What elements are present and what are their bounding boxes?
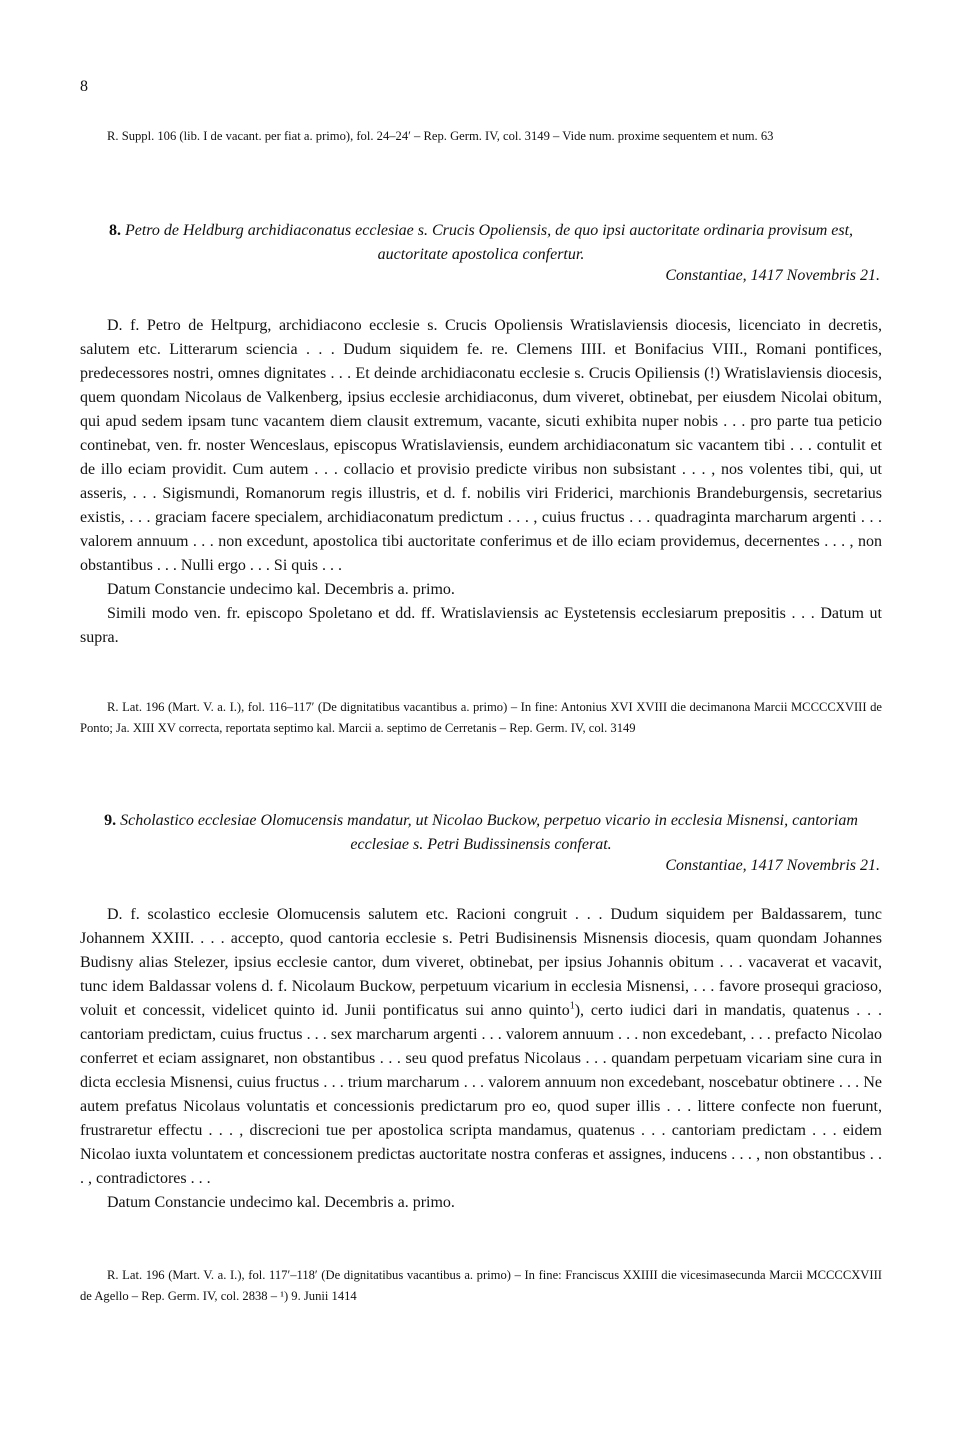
entry-9-source-note: R. Lat. 196 (Mart. V. a. I.), fol. 117′–118′ (De dignitatibus vacantibus a. primo) – In fine: Franciscus XXIIII die vicesimasecunda Marcii MCCCCXVIII de Agello – Rep. Germ. IV, col. 2838 – ¹) 9. Junii 1414 [80, 1268, 882, 1303]
entry-8-source-note: R. Lat. 196 (Mart. V. a. I.), fol. 116–117′ (De dignitatibus vacantibus a. primo) – In fine: Antonius XVI XVIII die decimanona Marcii MCCCCXVIII de Ponto; Ja. XIII XV correcta, reportata septimo kal. Marcii a. septimo de Cerretanis – Rep. Germ. IV, col. 3149 [80, 700, 882, 735]
entry-8-body [80, 314, 882, 650]
entry-8-title: Petro de Heldburg archidiaconatus ecclesiae s. Crucis Opoliensis, de quo ipsi auctoritate ordinaria provisum est, auctoritate apostolica confertur. [124, 222, 854, 263]
entry-8-datum: Datum Constancie undecimo kal. Decembris a. primo. [107, 581, 455, 598]
entry-9-date: Constantiae, 1417 Novembris 21. [665, 857, 880, 874]
entry-9-heading [80, 809, 882, 857]
entry-8-paragraph-1: D. f. Petro de Heltpurg, archidiacono ecclesie s. Crucis Opoliensis Wratislaviensis diocesis, licenciato in decretis, salutem etc. Litterarum sciencia . . . Dudum siquidem fe. re. Clemens IIII. et Bonifacius VIII., Romani pontifices, predecessores nostri, omnes dignitates . . . Et deinde archidiaconatu ecclesie s. Crucis Opiliensis (!) Wratislaviensis diocesis, quem quondam Nicolaus de Valkenberg, ipsius ecclesie archidiaconus, dum viveret, obtinebat, per eiusdem Nicolai obitum, qui apud sedem ipsam tunc vacantem diem clausit extremum, vacante, sicuti exhibita nuper nobis . . . pro parte tua peticio continebat, ven. fr. noster Wenceslaus, episcopus Wratislaviensis, eundem archidiaconatum sic vacantem tibi . . . contulit et de illo eciam providit. Cum autem . . . collacio et provisio predicte viribus non subsistant . . . , nos volentes tibi, qui, ut asseris, . . . Sigismundi, Romanorum regis illustris, et d. f. nobilis viri Friderici, marchionis Brandeburgensis, secretarius existis, . . . graciam facere specialem, archidiaconatum predictum . . . , cuius fructus . . . quadraginta marcharum argenti . . . valorem annuum . . . non excedunt, apostolica tibi auctoritate conferimus et de illo eciam providemus, decernentes . . . , non obstantibus . . . Nulli ergo . . . Si quis . . . [80, 317, 882, 574]
entry-9-text-a: D. f. scolastico ecclesie Olomucensis salutem etc. Racioni congruit . . . Dudum siquidem per Baldassarem, tunc Johannem XXIII. . . . accepto, quod cantoria ecclesie s. Petri Budisinensis Misnensis diocesis, quam quondam Johannes Budisny alias Stelezer, ipsius ecclesie cantor, dum viveret, obtinebat, per ipsius Johannis obitum . . . vacaverat et vacavit, tunc idem Baldassar volens d. f. Nicolaum Buckow, perpetuum vicarium in ecclesia Misnensi, . . . favore prosequi gracioso, voluit et concessit, videlicet quinto id. Junii pontificatus sui anno quinto [80, 906, 882, 1019]
page-number: 8 [80, 78, 88, 95]
entry-9-paragraph-1 [80, 903, 882, 1191]
entry-8-simili: Simili modo ven. fr. episcopo Spoletano et dd. ff. Wratislaviensis ac Eystetensis ecclesiarum prepositis . . . Datum ut supra. [80, 605, 882, 646]
entry-8-number: 8. [108, 222, 121, 239]
entry-9-title: Scholastico ecclesiae Olomucensis mandatur, ut Nicolao Buckow, perpetuo vicario in ecclesia Misnensi, cantoriam ecclesiae s. Petri Budissinensis conferat. [120, 812, 858, 853]
entry-9-number: 9. [104, 812, 117, 829]
entry-9-datum: Datum Constancie undecimo kal. Decembris a. primo. [107, 1194, 455, 1211]
entry-8-heading [80, 219, 882, 267]
entry-9-text-b: ), certo iudici dari in mandatis, quatenus . . . cantoriam predictam, cuius fructus . . . sex marcharum argenti . . . valorem annuum . . . non excedebant, . . . prefacto Nicolao conferret et eciam assignaret, non obstantibus . . . seu quod prefatus Nicolaus . . . quandam perpetuam vicariam sine cura in dicta ecclesia Misnensi, cuius fructus . . . trium marcharum . . . valorem annuum non excedebant, noscebatur obtinere . . . Ne autem prefatus Nicolaus voluntatis et concessionis predictarum pro eo, quod super illis . . . littere confecte non fuerunt, frustraretur effectu . . . , discrecioni tue per apostolica scripta mandamus, quatenus . . . cantoriam predictam . . . eidem Nicolao iuxta voluntatem et concessionem predictas auctoritate nostra conferas et assignes, inducens . . . , non obstantibus . . . , contradictores . . . [80, 1002, 882, 1187]
entry-8-date: Constantiae, 1417 Novembris 21. [665, 267, 880, 284]
source-note-top: R. Suppl. 106 (lib. I de vacant. per fiat a. primo), fol. 24–24′ – Rep. Germ. IV, col. 3149 – Vide num. proxime sequentem et num. 63 [107, 129, 774, 143]
entry-9-body [80, 903, 882, 1215]
footnote-marker: 1 [569, 1000, 575, 1012]
